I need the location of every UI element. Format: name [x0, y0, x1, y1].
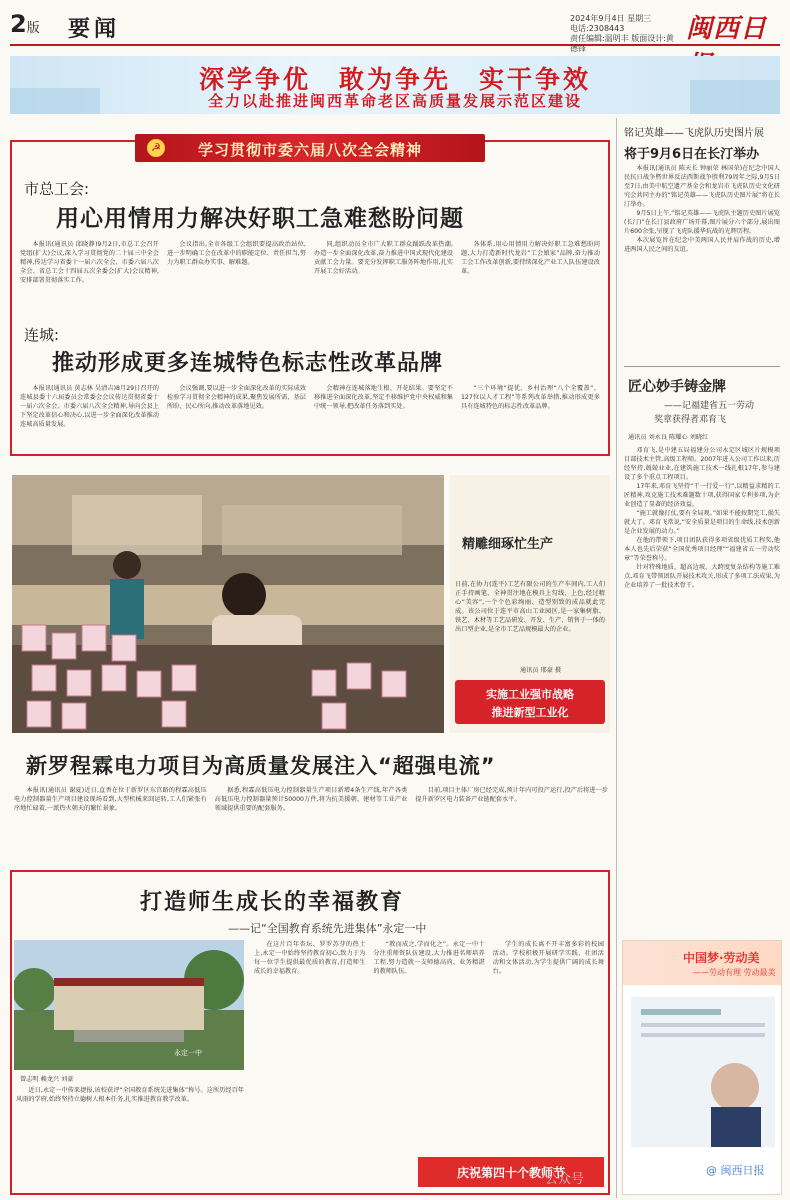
- divider: [624, 366, 780, 367]
- story2-headline[interactable]: 推动形成更多连城特色标志性改革品牌: [52, 351, 444, 376]
- industry-slogan-tag: [455, 680, 605, 724]
- school-photo-credit: 曾志明 赖龙兴 刘豪: [20, 1076, 74, 1083]
- right-story2-byline: 通讯员 刘永良 陈耀心 刘晓红: [628, 434, 709, 441]
- teachers-day-text: 庆祝第四十个教师节: [456, 1166, 565, 1180]
- paragraph: 各体系,用心用情用力解决好职工急难愁盼问题,大力打造新时代龙岩“工会娘家”品牌,奋力推动工会工作改革创新,要持续深化产业工人队伍建设改革。: [461, 241, 600, 275]
- paragraph: 17年来,邓育飞坚持“干一行爱一行”,以精益求精的工匠精神,攻克施工技术难题数十项,获得国家专利多项,为企业创造了显著的经济效益。: [624, 483, 780, 508]
- banner-slogan: 深学争优 敢为争先 实干争效: [198, 65, 591, 94]
- study-banner: [135, 134, 485, 162]
- industry-slogan-line2: 推进新型工业化: [491, 706, 569, 719]
- labor-dream-title: 中国梦·劳动美: [683, 951, 760, 965]
- story2-kicker: 连城:: [24, 326, 60, 344]
- slogan-banner: [10, 56, 780, 114]
- issue-info: [570, 14, 680, 54]
- page-number: 2版: [10, 10, 40, 38]
- paragraph: 本报讯(通讯员 谢夏)近日,直香在位于新罗区东宫路的程霖高低压电力控制器量生产项目建设现场看到,大型机械来回运转,工人们紧张有序地忙碌着,一派热火朝天的繁忙景象。: [14, 787, 207, 812]
- paragraph: 邓育飞,是中建五局福建分公司永定区城区片规模项目部技术主管,高级工程师。2007年进入公司工作以来,历经坚持,兢兢业业,在建筑施工技术一线扎根17年,参与建设了多个重点工程项目。: [624, 447, 780, 481]
- factory-scene-image: [12, 475, 444, 733]
- right-story1-kicker: 铭记英雄——飞虎队历史图片展: [624, 128, 764, 139]
- paragraph: 本报讯(通讯员 黄志林 吴清吉)8月29日召开的连城县委十六届委员会常委会会议传达贯彻省委十一届六次全会、市委六届八次全会精神,导向会县上下坚定改革信心和决心,以进一步全面深化改革推动连城高质量发展。: [20, 385, 159, 428]
- editor-line: 责任编辑:温明丰 版面设计:黄德锋: [570, 34, 674, 53]
- masthead: [10, 6, 780, 53]
- paragraph: “三个环境”提优、乡村治理“八个全覆盖”、127位以人才工程”等系列改革举措,推动形成更多具有连城特色的标志性改革品牌。: [461, 385, 600, 410]
- right-story2-body: [624, 446, 780, 934]
- story2-body: [20, 384, 600, 450]
- paragraph: 目前,项目主体厂房已经完成,预计年内可投产运行,投产后将进一步提升新罗区电力装备产业链配套水平。: [415, 787, 608, 803]
- date-line: 2024年9月4日 星期三: [570, 14, 652, 23]
- paragraph: 会议强调,要以进一步全面深化改革的实际成效检验学习贯彻全会精神的成果,聚焦发展所需、基层所盼、民心所向,推动改革落地见效。: [167, 385, 306, 410]
- paragraph: 学生的成长离不开丰富多彩的校园活动。学校积极开展研学实践、社团活动和文体活动,为学生提供广阔的成长舞台。: [492, 941, 604, 975]
- right-story2-subheadline: ——记福建省五一劳动: [664, 401, 755, 411]
- right-story2-subheadline: 奖章获得者邓育飞: [654, 415, 727, 425]
- school-photo-label: 永定一中: [174, 1049, 202, 1057]
- paragraph: 本次展览旨在纪念中美两国人民并肩作战的历史,增进两国人民之间的友谊。: [624, 237, 780, 253]
- right-story2-headline[interactable]: 匠心妙手铸金牌: [628, 379, 726, 395]
- paragraph: 据悉,程霖高低压电力控制器量生产项目新增4条生产线,年产各类高低压电力控制器量预计50000万件,将为抗美援朝、建材等工业产业领域提供重要的配套服务。: [214, 787, 408, 812]
- story4-headline[interactable]: 打造师生成长的幸福教育: [140, 890, 405, 915]
- paragraph: “施工就像打仗,要有全局观。”如果不能按期完工,损失就大了。邓育飞常说,“安全质量是项目的生命线,技术创新是企业发展的动力。”: [624, 510, 780, 535]
- photo-byline: 通讯员 邢豪 摄: [520, 667, 562, 674]
- photo-title[interactable]: 精雕细琢忙生产: [462, 537, 554, 552]
- paragraph: 会精神在连城落地生根、开花结果。要坚定不移推进全面深化改革,坚定不移维护党中央权威和集中统一领导,把改革任务落到实处。: [314, 385, 453, 410]
- banner-subslogan: 全力以赴推进闽西革命老区高质量发展示范区建设: [207, 92, 582, 110]
- newspaper-logo: 闽西日: [686, 14, 768, 44]
- source-watermark: @ 闽西日报: [706, 1164, 765, 1177]
- section-name: 要闻: [68, 17, 121, 42]
- paragraph: 在他的带领下,项目团队获得多项省级优质工程奖,他本人也先后荣获“全国优秀项目经理”“福建省五一劳动奖章”等荣誉称号。: [624, 537, 780, 562]
- story1-headline[interactable]: 用心用情用力解决好职工急难愁盼问题: [56, 206, 464, 232]
- paragraph: 本报讯(通讯员 陈天长 钟丽荣 林国荣)在纪念中国人民抗日战争暨世界反法西斯战争胜利79周年之际,9月5日至7日,由美中航空遗产基金会和龙岩市飞虎队历史文化研究会共同主办的“铭记英雄——飞虎队历史图片展”将在长汀举办。: [624, 165, 780, 208]
- story4-subheadline: ——记“全国教育系统先进集体”永定一中: [228, 922, 427, 935]
- school-campus-image: [14, 940, 244, 1070]
- story4-body: [254, 940, 604, 1152]
- paragraph: 针对特殊地质、超高边坡、大跨度复杂结构等施工难点,邓育飞带领团队开展技术攻关,形成了多项工法成果,为企业培养了一批技术骨干。: [624, 564, 780, 589]
- labor-dream-image: [631, 997, 775, 1147]
- labor-dream-subtitle: ——劳动有理 劳动最美: [693, 968, 776, 977]
- right-story1-headline[interactable]: 将于9月6日在长汀举办: [624, 147, 760, 162]
- story1-body: [20, 240, 600, 310]
- story1-kicker: 市总工会:: [24, 180, 90, 198]
- paragraph: “教而成之,学而化之”。永定一中十分注重师资队伍建设,大力推进名师培养工程,努力造就一支师德高尚、业务精湛的教师队伍。: [373, 941, 485, 975]
- industry-slogan-line1: 实施工业强市战略: [486, 688, 574, 701]
- photo-caption: 日前,在协力(连平)工艺有限公司的生产车间内,工人们正手持画笔、全神贯注地在模具上勾线、上色,经过精心“美容”,一个个色彩绚丽、造型别致的成品就此完成。该公司位于连平市高山工业园区,是一家集树脂、铁艺、木材等工艺品研发、开发、生产、销售于一体的出口型企业,是全市工艺品规模最大的企业。: [455, 581, 605, 633]
- paragraph: 在这片百年杏坛、罗罗苏芽的热土上,永定一中始终坚持教育初心,致力于为每一位学生提供最优质的教育,打造师生成长的幸福教育。: [254, 941, 366, 975]
- paragraph: 9月5日上午,“铭记英雄——飞虎队主题历史图片展览(长汀)”在长汀县政府广场开幕,图片展分六个部分,展出图片600余张,呈现了飞虎队援华抗战的光辉历程。: [624, 210, 780, 235]
- watermark: 公众号: [545, 1172, 585, 1187]
- paragraph: 同,组织动员全市广大职工群众踊跃改革热潮,办造一步全面深化改革,奋力推进中国式现代化建设贡献工会力量。要充分发挥职工服务阵地作用,扎实开展工会好活动。: [314, 241, 453, 275]
- paragraph: 本报讯(通讯员 邱晓静)9月2日,市总工会召开党组(扩大)会议,深入学习贯彻党的二十届三中全会精神,传达学习省委十一届六次全会、市委六届八次全会、省总工会十四届五次全委会(扩大)会议精神,安排部署贯彻落实工作。: [20, 241, 159, 284]
- party-emblem-icon: ☭: [147, 139, 165, 157]
- school-photo: [14, 940, 244, 1070]
- story3-body: [14, 786, 608, 864]
- right-story1-body: [624, 164, 780, 364]
- labor-dream-box: [622, 940, 782, 1195]
- study-banner-title: 学习贯彻市委六届八次全会精神: [197, 141, 422, 159]
- factory-photo: [12, 475, 444, 733]
- story4-body-intro: [16, 1086, 244, 1186]
- paragraph: 近日,永定一中传来捷报,该校获评“全国教育系统先进集体”称号。这所历经百年风雨的学府,始终坚持立德树人根本任务,扎实推进教育教学改革。: [16, 1087, 244, 1103]
- phone-line: 电话:2308443: [570, 24, 625, 33]
- paragraph: 会议指出,全市各级工会组织要提高政治站位,进一步明确工会在改革中的职能定位、责任担当,努力为职工群众办实事、解难题。: [167, 241, 306, 266]
- column-divider: [616, 118, 617, 1198]
- story3-headline[interactable]: 新罗程霖电力项目为高质量发展注入“超强电流”: [26, 754, 496, 778]
